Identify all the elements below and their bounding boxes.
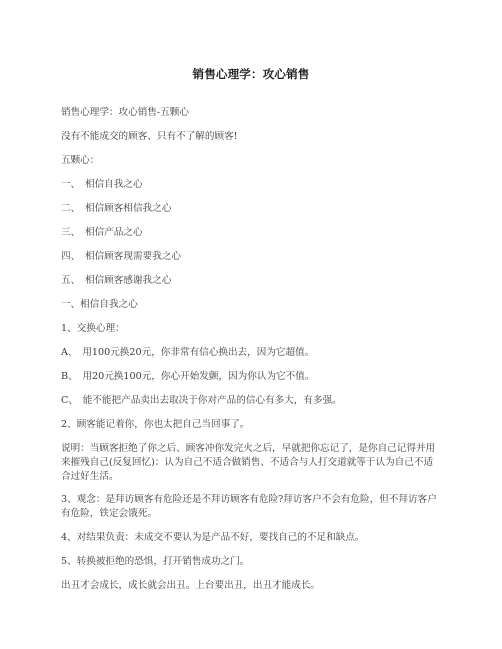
list-item: 二、 相信顾客相信我之心	[61, 203, 172, 214]
paragraph: 没有不能成交的顾客、只有不了解的顾客!	[61, 131, 238, 142]
paragraph: 五颗心：	[61, 155, 100, 166]
paragraph: 2、顾客能记着你，你也太把自己当回事了。	[61, 419, 250, 430]
list-item: A、 用100元换20元，你非常有信心换出去，因为它超值。	[61, 347, 315, 358]
paragraph: 3、观念：是拜访顾客有危险还是不拜访顾客有危险?拜访客户不会有危险，但不拜访客户有危险，铁定会饿死。	[61, 494, 437, 520]
paragraph: 销售心理学：攻心销售-五颗心	[61, 107, 189, 118]
paragraph: 说明：当顾客拒绝了你之后、顾客冲你发完火之后，早就把你忘记了，是你自己记得并用来摧残自己(反复回忆)：认为自己不适合做销售、不适合与人打交道就等于认为自己不适合过好生活。	[61, 443, 436, 482]
paragraph: 1、交换心理：	[61, 323, 125, 334]
list-item: 三、 相信产品之心	[61, 227, 143, 238]
list-item: 一、 相信自我之心	[61, 179, 143, 190]
paragraph: 5、转换被拒绝的恐惧，打开销售成功之门。	[61, 555, 250, 567]
document-title: 销售心理学：攻心销售	[192, 67, 310, 81]
document-body	[61, 106, 441, 593]
list-item: 四、 相信顾客现需要我之心	[61, 251, 181, 262]
paragraph: 出丑才会成长，成长就会出丑。上台要出丑，出丑才能成长。	[61, 579, 321, 591]
section-heading: 一、相信自我之心	[61, 299, 138, 310]
list-item: B、 用20元换100元，你心开始发颤，因为你认为它不值。	[61, 371, 315, 382]
paragraph: 4、对结果负责：未成交不要认为是产品不好，要找自己的不足和缺点。	[61, 531, 365, 543]
list-item: C、 能不能把产品卖出去取决于你对产品的信心有多大，有多强。	[61, 395, 342, 406]
list-item: 五、 相信顾客感谢我之心	[61, 275, 172, 286]
